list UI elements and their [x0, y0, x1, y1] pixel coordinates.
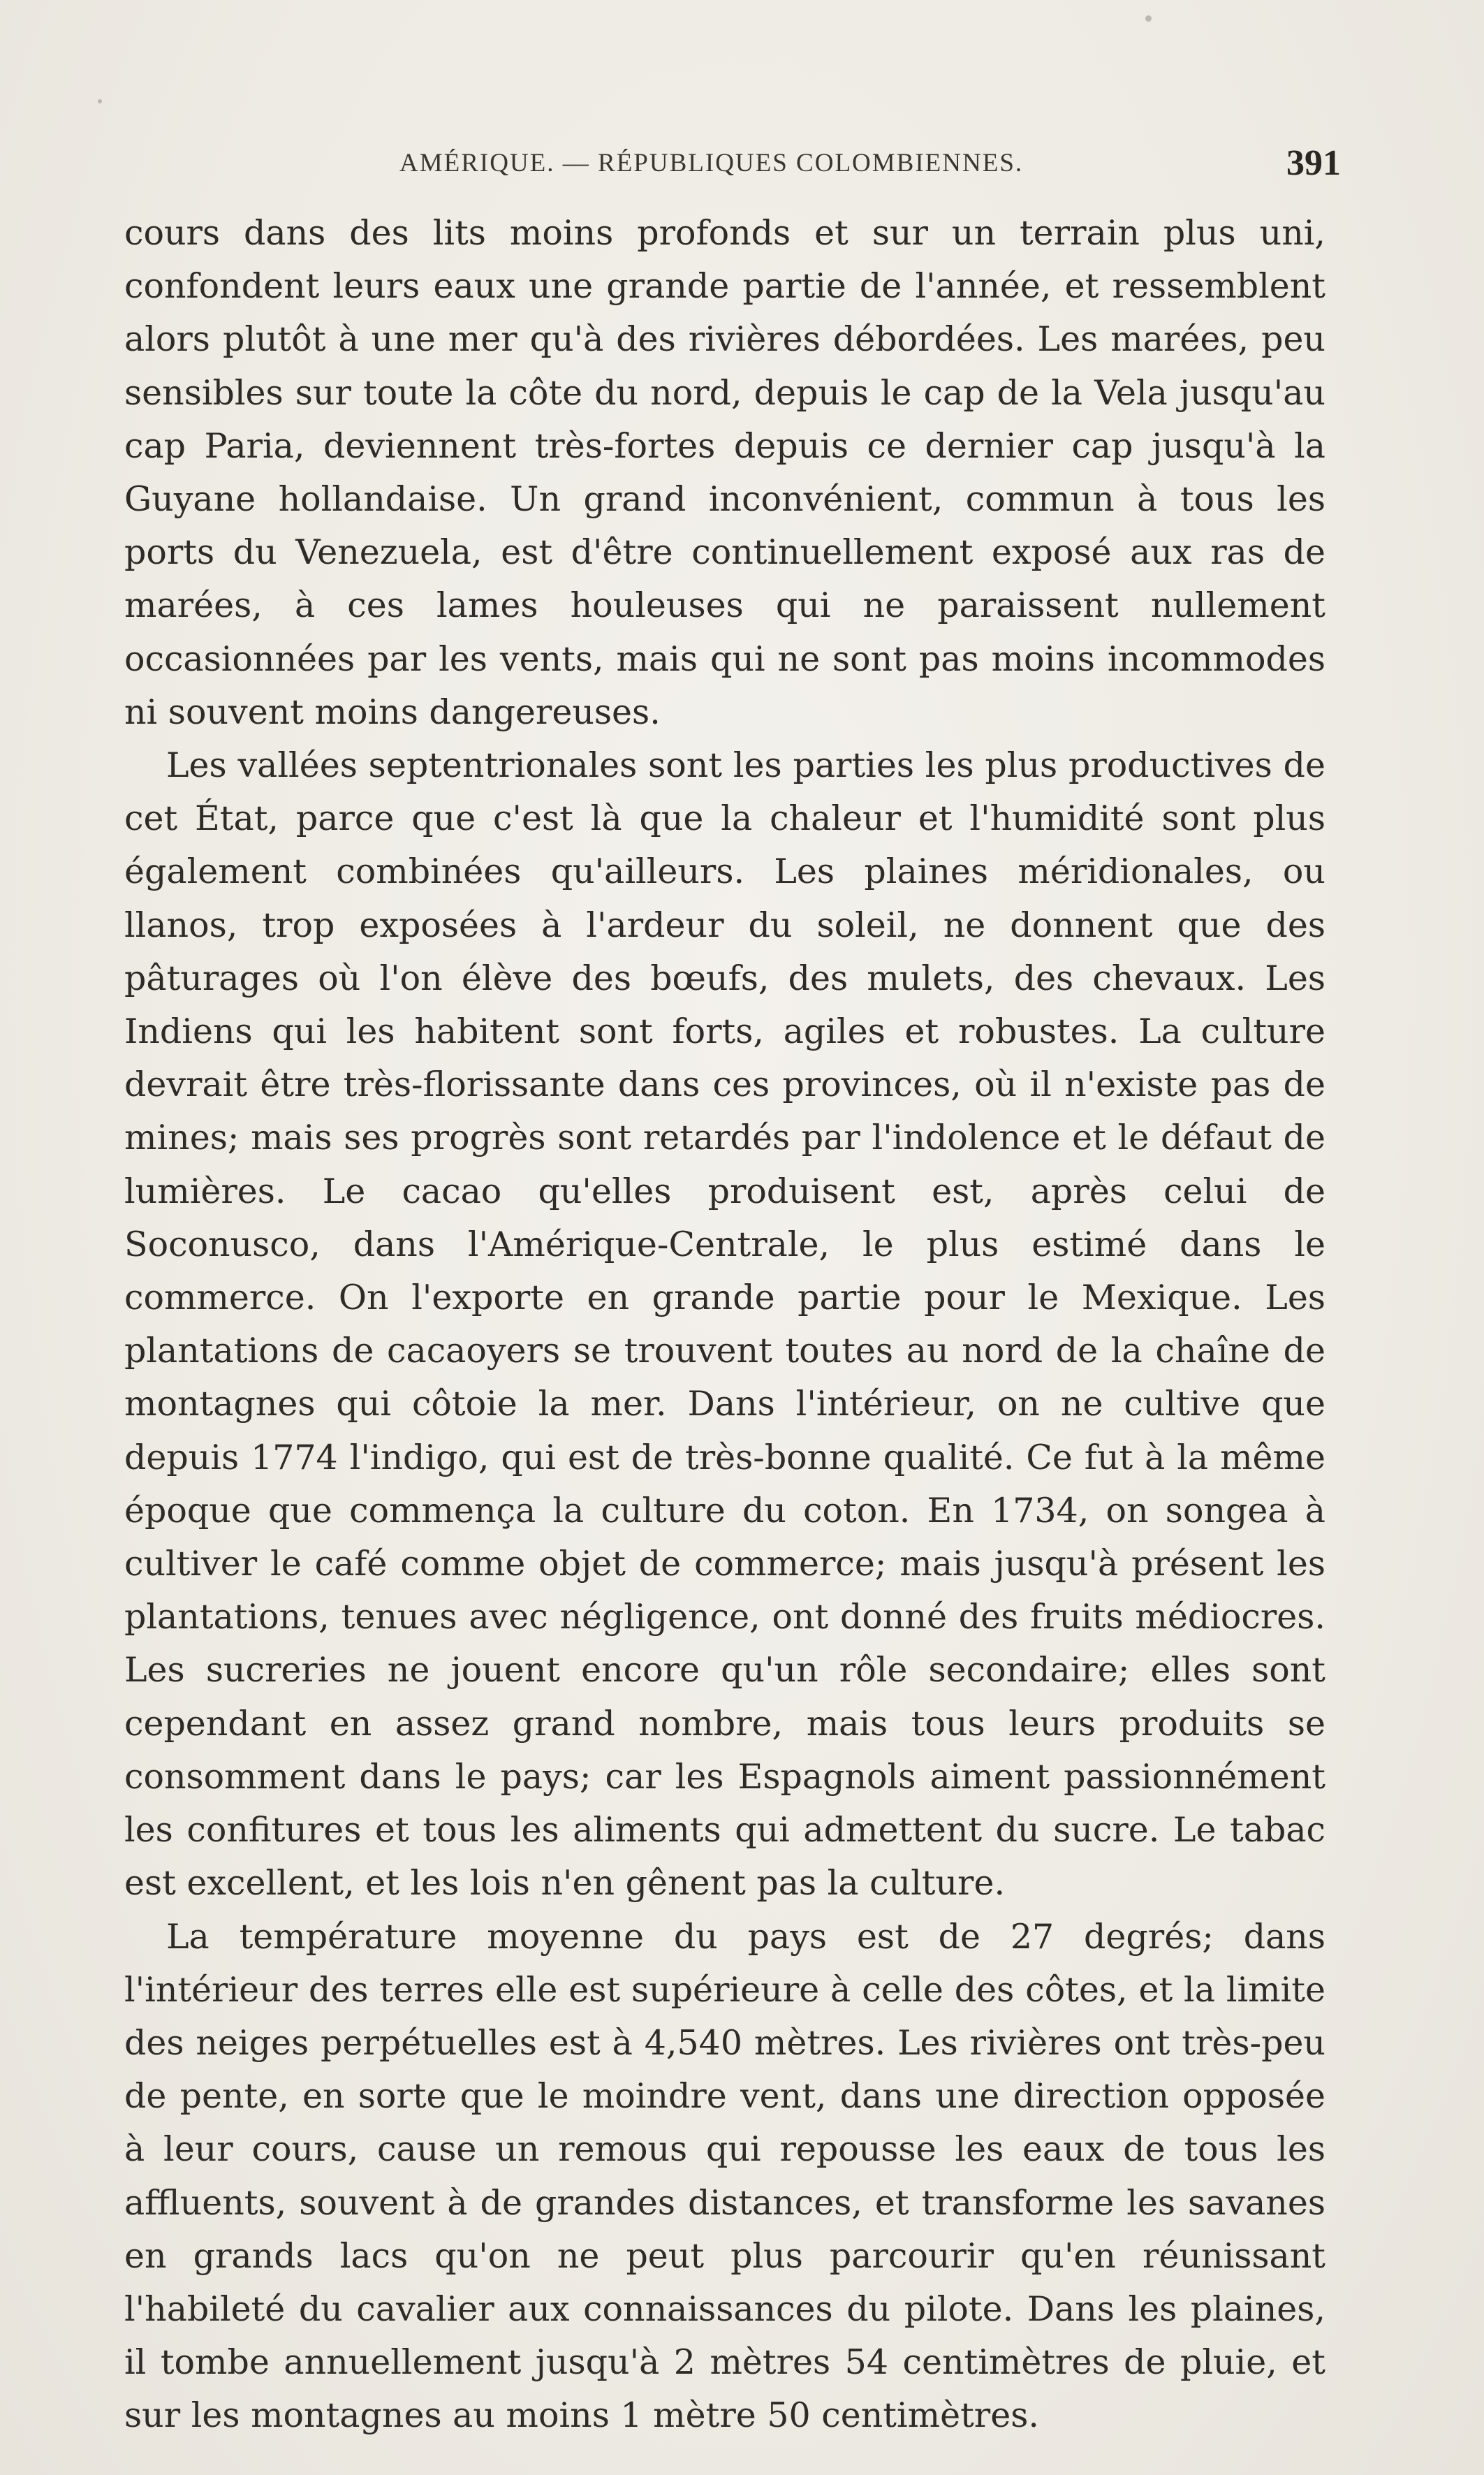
paper-speck [98, 99, 102, 103]
paragraph-continued: cours dans des lits moins profonds et sur un terrain plus uni, confondent leurs eaux une grande partie de l'année, et ressemblent alors plutôt à une mer qu'à des rivières débordées. Les marées, peu sensibles sur toute la côte du nord, depuis le cap de la Vela jusqu'au cap Paria, deviennent très-fortes depuis ce dernier cap jusqu'à la Guyane hollandaise. Un grand inconvénient, commun à tous les ports du Venezuela, est d'être continuellement exposé aux ras de marées, à ces lames houleuses qui ne paraissent nullement occasionnées par les vents, mais qui ne sont pas moins incommodes ni souvent moins dangereuses. [124, 213, 1325, 732]
page-number: 391 [1286, 143, 1341, 183]
paragraph-vallees: Les vallées septentrionales sont les parties les plus productives de cet État, parce que c'est là que la chaleur et l'humidité sont plus également combinées qu'ailleurs. Les plaines méridionales, ou llanos, trop exposées à l'ardeur du soleil, ne donnent que des pâturages où l'on élève des bœufs, des mulets, des chevaux. Les Indiens qui les habitent sont forts, agiles et robustes. La culture devrait être très-florissante dans ces provinces, où il n'existe pas de mines; mais ses progrès sont retardés par l'indolence et le défaut de lumières. Le cacao qu'elles produisent est, après celui de Soconusco, dans l'Amérique-Centrale, le plus estimé dans le commerce. On l'exporte en grande partie pour le Mexique. Les plantations de cacaoyers se trouvent toutes au nord de la chaîne de montagnes qui côtoie la mer. Dans l'intérieur, on ne cultive que depuis 1774 l'indigo, qui est de très-bonne qualité. Ce fut à la même époque que commença la culture du coton. En 1734, on songea à cultiver le café comme objet de commerce; mais jusqu'à présent les plantations, tenues avec négligence, ont donné des fruits médiocres. Les sucreries ne jouent encore qu'un rôle secondaire; elles sont cependant en assez grand nombre, mais tous leurs produits se consomment dans le pays; car les Espagnols aiment passionnément les confitures et tous les aliments qui admettent du sucre. Le tabac est excellent, et les lois n'en gênent pas la culture. [124, 745, 1325, 1904]
paragraph-temperature: La température moyenne du pays est de 27 degrés; dans l'intérieur des terres elle est supérieure à celle des côtes, et la limite des neiges perpétuelles est à 4,540 mètres. Les rivières ont très-peu de pente, en sorte que le moindre vent, dans une direction opposée à leur cours, cause un remous qui repousse les eaux de tous les affluents, souvent à de grandes distances, et transforme les savanes en grands lacs qu'on ne peut plus parcourir qu'en réunissant l'habileté du cavalier aux connaissances du pilote. Dans les plaines, il tombe annuellement jusqu'à 2 mètres 54 centimètres de pluie, et sur les montagnes au moins 1 mètre 50 centimètres. [124, 1916, 1325, 2436]
paper-speck [1145, 15, 1152, 22]
body-text [124, 207, 1325, 2443]
running-header [126, 145, 1341, 187]
running-title: AMÉRIQUE. — RÉPUBLIQUES COLOMBIENNES. [399, 149, 1024, 177]
